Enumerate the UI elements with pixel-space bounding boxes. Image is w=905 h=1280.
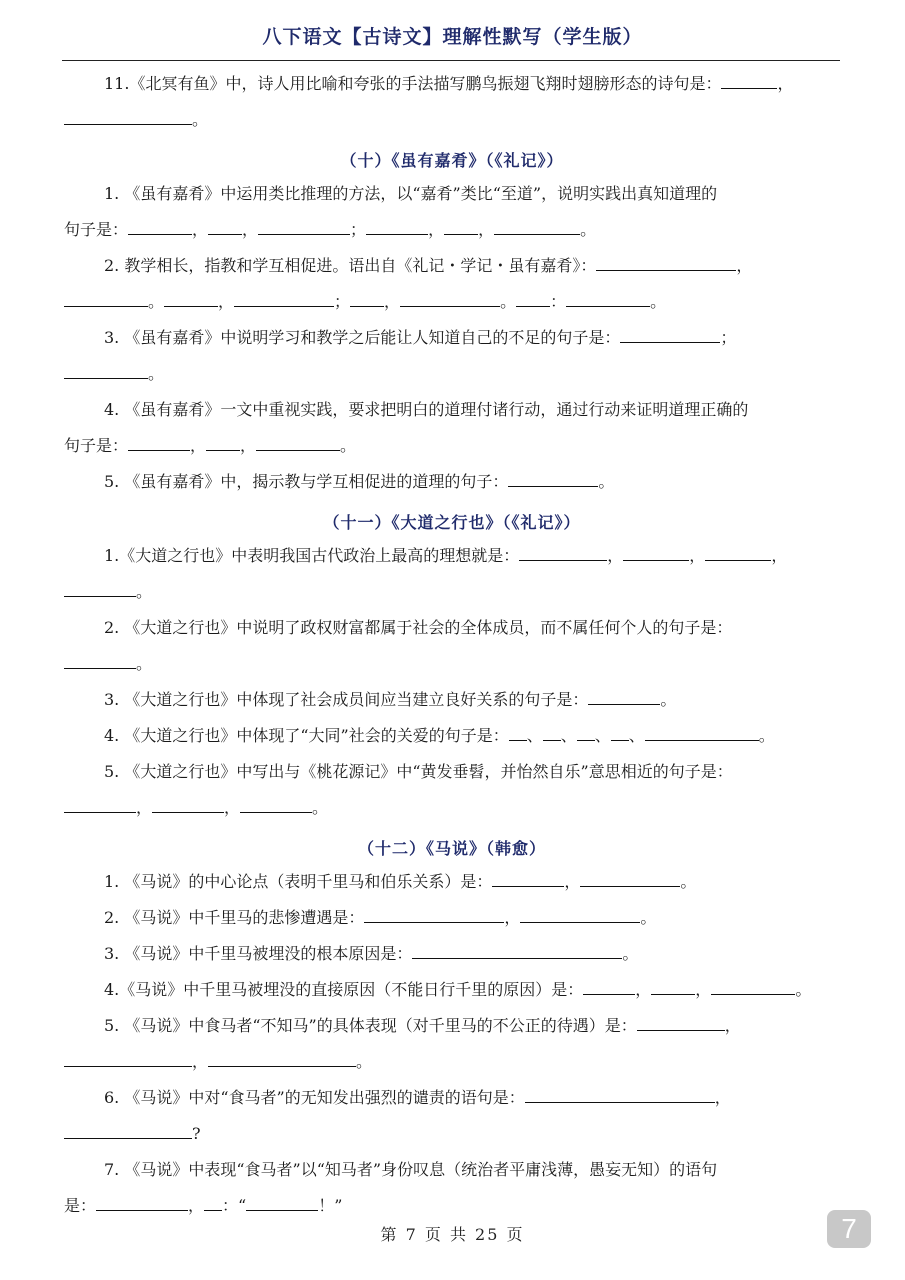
punct: ， [635,980,652,999]
answer-blank[interactable] [543,739,561,741]
punct: ， [695,980,712,999]
question-s10-2-line2 [64,284,840,320]
answer-blank[interactable] [96,1209,188,1211]
answer-blank[interactable] [240,811,312,813]
answer-blank[interactable] [366,233,428,235]
punct: ， [218,292,235,311]
worksheet-body [64,66,840,1224]
page-title: 八下语文【古诗文】理解性默写（学生版） [262,26,643,48]
answer-blank[interactable] [412,957,622,959]
punct: 。 [136,582,153,601]
punct: ， [714,1088,731,1107]
punct: 。 [136,654,153,673]
question-s11-4-line1 [64,718,840,754]
punct: 。 [680,872,697,891]
punct: 。 [312,798,329,817]
question-text: 5. 《马说》中食马者“不知马”的具体表现（对千里马的不公正的待遇）是： [104,1016,637,1035]
answer-blank[interactable] [705,559,771,561]
question-s12-1-line1 [64,864,840,900]
answer-blank[interactable] [64,305,148,307]
punct: 。 [795,980,812,999]
answer-blank[interactable] [508,485,598,487]
punct: ， [190,436,207,455]
question-s11-2-line1 [64,610,840,646]
question-text: 4. 《虽有嘉肴》一文中重视实践，要求把明白的道理付诸行动，通过行动来证明道理正确的 [104,400,749,419]
header-divider [62,60,840,61]
answer-blank[interactable] [519,559,607,561]
answer-blank[interactable] [64,667,136,669]
punct: ； [350,220,367,239]
answer-blank[interactable] [256,449,340,451]
answer-blank[interactable] [152,811,224,813]
answer-blank[interactable] [64,595,136,597]
question-s12-5-line2 [64,1044,840,1080]
punct: 。 [660,690,677,709]
question-s11-1-line1 [64,538,840,574]
answer-blank[interactable] [721,87,777,89]
punct: ， [607,546,624,565]
punct: ：“ [222,1196,247,1215]
question-s0-1-line1 [64,66,840,102]
answer-blank[interactable] [651,993,695,995]
question-text: 7. 《马说》中表现“食马者”以“知马者”身份叹息（统治者平庸浅薄，愚妄无知）的语句 [104,1160,718,1179]
answer-blank[interactable] [208,1065,356,1067]
question-s11-5-line1 [64,754,840,790]
question-s10-1-line2 [64,212,840,248]
answer-blank[interactable] [64,811,136,813]
answer-blank[interactable] [492,885,564,887]
question-s12-7-line1 [64,1152,840,1188]
question-s0-1-line2 [64,102,840,138]
answer-blank[interactable] [350,305,384,307]
answer-blank[interactable] [64,1065,192,1067]
punct: ， [192,220,209,239]
punct: 。 [192,110,209,129]
section-title-12: （十二）《马说》（韩愈） [357,839,546,858]
answer-blank[interactable] [580,885,680,887]
punct: ， [224,798,241,817]
answer-blank[interactable] [637,1029,725,1031]
answer-blank[interactable] [204,1209,222,1211]
punct: ? [192,1124,201,1143]
section-title-10: （十）《虽有嘉肴》（《礼记》） [340,151,564,170]
answer-blank[interactable] [400,305,500,307]
question-text: 2. 教学相长，指教和学互相促进。语出自《礼记・学记・虽有嘉肴》： [104,256,597,275]
answer-blank[interactable] [525,1101,715,1103]
question-text: 5. 《虽有嘉肴》中，揭示教与学互相促进的道理的句子： [104,472,509,491]
punct: 。 [580,220,597,239]
punct: 、 [560,726,577,745]
question-s10-4-line2 [64,428,840,464]
question-s11-5-line2 [64,790,840,826]
punct: ， [689,546,706,565]
question-s12-7-line2 [64,1188,840,1224]
answer-blank[interactable] [566,305,650,307]
punct: ， [564,872,581,891]
answer-blank[interactable] [444,233,478,235]
answer-blank[interactable] [258,233,350,235]
page-footer: 第 7 页 共 25 页 [380,1225,525,1244]
punct: ， [428,220,445,239]
punct: ， [771,546,788,565]
section-title-11: （十一）《大道之行也》（《礼记》） [323,513,581,532]
punct: ； [334,292,351,311]
punct: ！” [318,1196,343,1215]
answer-blank[interactable] [596,269,736,271]
answer-blank[interactable] [64,123,192,125]
question-text: 4. 《大道之行也》中体现了“大同”社会的关爱的句子是： [104,726,509,745]
question-text: 是： [64,1196,97,1215]
answer-blank[interactable] [64,1137,192,1139]
answer-blank[interactable] [620,341,720,343]
question-text: 3. 《马说》中千里马被埋没的根本原因是： [104,944,413,963]
page-number-badge: 7 [827,1210,871,1248]
question-s12-3-line1 [64,936,840,972]
punct: 、 [526,726,543,745]
punct: 。 [598,472,615,491]
punct: 、 [594,726,611,745]
punct: ， [724,1016,741,1035]
punct: ， [136,798,153,817]
question-text: 5. 《大道之行也》中写出与《桃花源记》中“黄发垂髫，并怡然自乐”意思相近的句子是： [104,762,733,781]
answer-blank[interactable] [364,921,504,923]
punct: ， [777,74,794,93]
question-text: 1.《大道之行也》中表明我国古代政治上最高的理想就是： [104,546,520,565]
answer-blank[interactable] [711,993,795,995]
punct: 。 [622,944,639,963]
punct: ， [242,220,259,239]
answer-blank[interactable] [588,703,660,705]
punct: 。 [758,726,775,745]
question-text: 4.《马说》中千里马被埋没的直接原因（不能日行千里的原因）是： [104,980,584,999]
question-text: 11.《北冥有鱼》中，诗人用比喻和夸张的手法描写鹏鸟振翅飞翔时翅膀形态的诗句是： [104,74,722,93]
answer-blank[interactable] [520,921,640,923]
question-text: 句子是： [64,220,129,239]
question-text: 2. 《马说》中千里马的悲惨遭遇是： [104,908,365,927]
answer-blank[interactable] [583,993,635,995]
punct: 。 [340,436,357,455]
question-text: 3. 《大道之行也》中体现了社会成员间应当建立良好关系的句子是： [104,690,589,709]
punct: 。 [640,908,657,927]
answer-blank[interactable] [516,305,550,307]
punct: ： [550,292,567,311]
punct: ， [188,1196,205,1215]
question-s10-5-line1 [64,464,840,500]
question-s12-4-line1 [64,972,840,1008]
answer-blank[interactable] [611,739,629,741]
answer-blank[interactable] [494,233,580,235]
punct: 。 [650,292,667,311]
question-s12-6-line2 [64,1116,840,1152]
answer-blank[interactable] [246,1209,318,1211]
question-s10-2-line1 [64,248,840,284]
punct: 。 [500,292,517,311]
question-text: 1. 《虽有嘉肴》中运用类比推理的方法，以“嘉肴”类比“至道”，说明实践出真知道理的 [104,184,718,203]
answer-blank[interactable] [645,739,759,741]
question-s11-1-line2 [64,574,840,610]
question-text: 1. 《马说》的中心论点（表明千里马和伯乐关系）是： [104,872,493,891]
question-text: 6. 《马说》中对“食马者”的无知发出强烈的谴责的语句是： [104,1088,525,1107]
punct: 、 [628,726,645,745]
answer-blank[interactable] [64,377,148,379]
question-text: 2. 《大道之行也》中说明了政权财富都属于社会的全体成员，而不属任何个人的句子是： [104,618,733,637]
question-s10-3-line1 [64,320,840,356]
question-s10-1-line1 [64,176,840,212]
answer-blank[interactable] [128,233,192,235]
punct: 。 [148,364,165,383]
answer-blank[interactable] [234,305,334,307]
punct: 。 [356,1052,373,1071]
answer-blank[interactable] [509,739,527,741]
question-s12-2-line1 [64,900,840,936]
punct: 。 [148,292,165,311]
punct: ， [478,220,495,239]
question-s12-6-line1 [64,1080,840,1116]
punct: ， [240,436,257,455]
question-text: 3. 《虽有嘉肴》中说明学习和教学之后能让人知道自己的不足的句子是： [104,328,621,347]
answer-blank[interactable] [164,305,218,307]
punct: ， [504,908,521,927]
answer-blank[interactable] [577,739,595,741]
punct: ， [192,1052,209,1071]
question-s11-2-line2 [64,646,840,682]
answer-blank[interactable] [206,449,240,451]
punct: ， [736,256,753,275]
punct: ； [720,328,737,347]
question-text: 句子是： [64,436,129,455]
answer-blank[interactable] [128,449,190,451]
answer-blank[interactable] [208,233,242,235]
question-s10-3-line2 [64,356,840,392]
question-s11-3-line1 [64,682,840,718]
question-s10-4-line1 [64,392,840,428]
answer-blank[interactable] [623,559,689,561]
punct: ， [384,292,401,311]
question-s12-5-line1 [64,1008,840,1044]
